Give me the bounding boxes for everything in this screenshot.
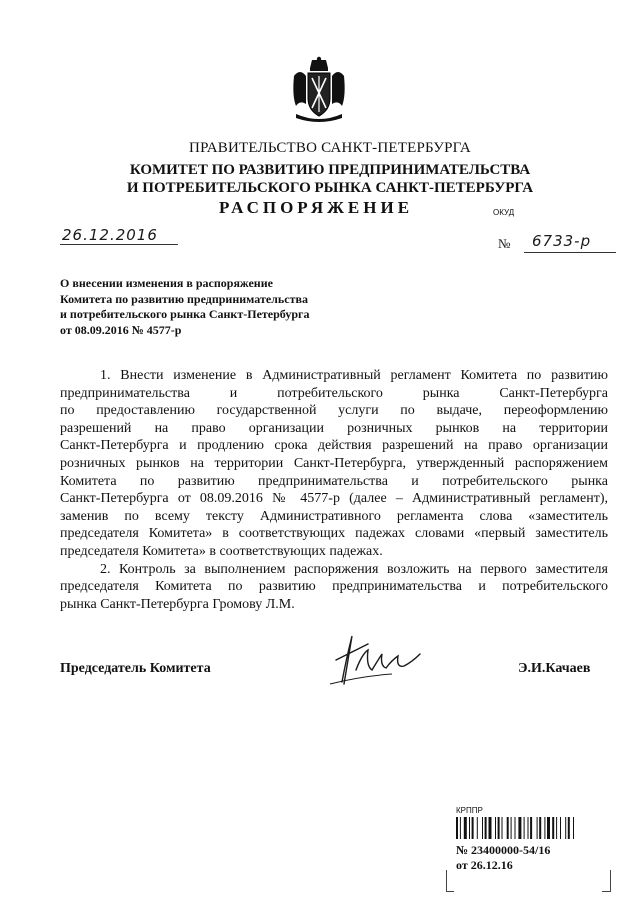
body-line: заменив по всему тексту Административного регламента слова «заместитель [60, 508, 608, 524]
body-line: рынка Санкт-Петербурга Громову Л.М. [60, 596, 295, 612]
stamp-frame-corner [446, 870, 447, 892]
date-underline [60, 244, 178, 245]
stamp-frame-corner [446, 891, 454, 892]
stamp-frame-corner [602, 891, 610, 892]
signatory-name: Э.И.Качаев [518, 661, 591, 676]
body-line: предпринимательства и потребительского рынка Санкт-Петербурга [60, 385, 608, 401]
document-subject [60, 276, 350, 338]
subject-line: и потребительского рынка Санкт-Петербурга [60, 307, 310, 321]
subject-line: Комитета по развитию предпринимательства [60, 291, 308, 306]
document-date: 26.12.2016 [62, 226, 158, 244]
registration-label: КРППР [456, 806, 483, 815]
barcode [456, 817, 608, 839]
subject-line: от 08.09.2016 № 4577-р [60, 322, 182, 337]
body-line: председателя Комитета по развитию предпринимательства и потребительского [60, 579, 608, 595]
body-line: розничных рынков на территории Санкт-Петербурга, утвержденный распоряжением [60, 455, 608, 471]
government-name: ПРАВИТЕЛЬСТВО САНКТ-ПЕТЕРБУРГА [189, 140, 471, 156]
handwritten-signature [322, 630, 432, 688]
body-line: председателя Комитета» в соответствующих падежах. [60, 543, 383, 559]
body-line: разрешений на право организации розничных рынков на территории [60, 420, 608, 436]
registration-number: № 23400000-54/16 [456, 843, 551, 857]
stamp-frame-corner [610, 870, 611, 892]
number-sign: № [498, 236, 511, 251]
coat-of-arms-emblem [288, 56, 350, 124]
okud-label: ОКУД [493, 208, 515, 217]
body-line: 1. Внести изменение в Административный регламент Комитета по развитию [100, 368, 608, 383]
document-number: 6733-р [532, 232, 592, 250]
body-line: Комитета по развитию предпринимательства и потребительского рынка [60, 473, 608, 489]
number-underline [524, 252, 616, 253]
committee-name-line-1: КОМИТЕТ ПО РАЗВИТИЮ ПРЕДПРИНИМАТЕЛЬСТВА [129, 162, 531, 178]
document-type: РАСПОРЯЖЕНИЕ [218, 198, 414, 217]
document-body [60, 367, 608, 613]
body-line: Санкт-Петербурга от 08.09.2016 № 4577-р (далее – Административный регламент), [60, 491, 608, 507]
signatory-title: Председатель Комитета [60, 661, 211, 676]
committee-name-line-2: И ПОТРЕБИТЕЛЬСКОГО РЫНКА САНКТ-ПЕТЕРБУРГА [126, 180, 534, 196]
body-line: по предоставлению государственной услуги по выдаче, переоформлению [60, 403, 608, 419]
body-line: Санкт-Петербурга и продлению срока действия разрешений на право организации [60, 438, 608, 454]
body-line: 2. Контроль за выполнением распоряжения возложить на первого заместителя [100, 561, 608, 577]
subject-line: О внесении изменения в распоряжение [60, 276, 273, 290]
body-line: председателя Комитета» в соответствующих падежах словами «первый заместитель [60, 526, 608, 542]
registration-date: от 26.12.16 [456, 858, 513, 872]
